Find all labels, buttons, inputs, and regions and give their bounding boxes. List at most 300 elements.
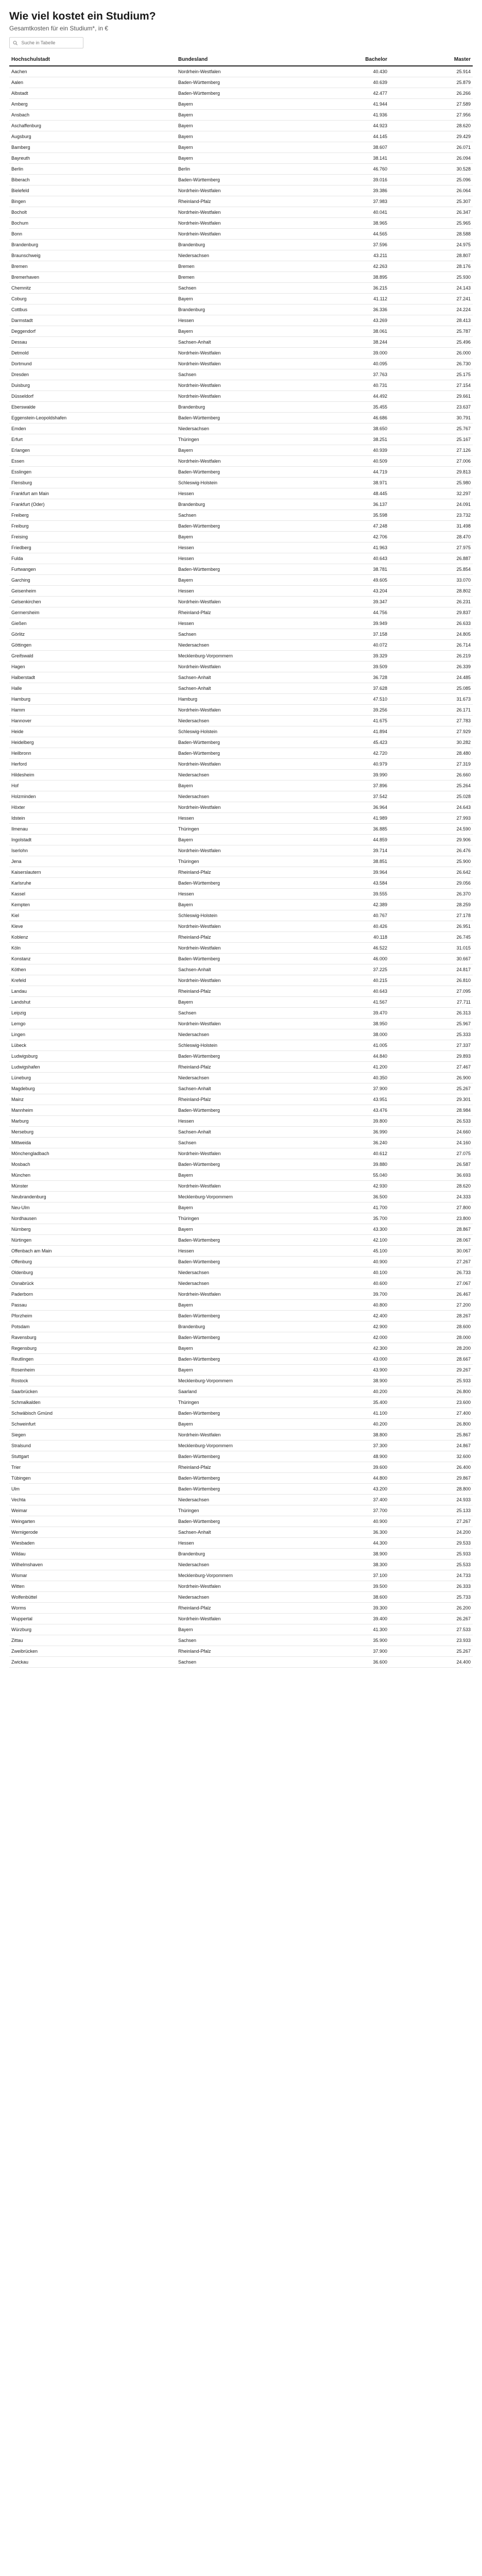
cell-city: Worms xyxy=(9,1603,176,1614)
cell-city: Mainz xyxy=(9,1094,176,1105)
cell-master: 26.800 xyxy=(389,1386,473,1397)
cell-city: Braunschweig xyxy=(9,250,176,261)
cell-master: 29.837 xyxy=(389,607,473,618)
cell-master: 28.000 xyxy=(389,1332,473,1343)
table-row xyxy=(9,1159,473,1170)
cell-bachelor: 40.900 xyxy=(306,1257,389,1267)
table-row xyxy=(9,1592,473,1603)
cell-bachelor: 45.100 xyxy=(306,1246,389,1257)
cell-master: 25.333 xyxy=(389,1029,473,1040)
cell-state: Brandenburg xyxy=(176,402,306,413)
cell-bachelor: 38.781 xyxy=(306,564,389,575)
cell-state: Niedersachsen xyxy=(176,250,306,261)
cell-state: Bayern xyxy=(176,1365,306,1376)
cell-bachelor: 44.145 xyxy=(306,131,389,142)
table-row xyxy=(9,553,473,564)
cell-city: Geisenheim xyxy=(9,586,176,597)
table-row xyxy=(9,77,473,88)
cell-city: Coburg xyxy=(9,294,176,304)
cell-master: 24.224 xyxy=(389,304,473,315)
cell-bachelor: 37.900 xyxy=(306,1083,389,1094)
cell-master: 26.347 xyxy=(389,207,473,218)
cell-bachelor: 37.158 xyxy=(306,629,389,640)
cell-state: Sachsen-Anhalt xyxy=(176,672,306,683)
cell-master: 28.470 xyxy=(389,532,473,543)
table-row xyxy=(9,250,473,261)
cell-master: 29.867 xyxy=(389,1473,473,1484)
cell-bachelor: 38.971 xyxy=(306,478,389,488)
table-row xyxy=(9,845,473,856)
cell-city: Zwickau xyxy=(9,1657,176,1668)
cell-bachelor: 48.900 xyxy=(306,1451,389,1462)
cell-master: 24.975 xyxy=(389,240,473,250)
table-row xyxy=(9,1505,473,1516)
table-row xyxy=(9,521,473,532)
table-row xyxy=(9,997,473,1008)
cell-city: Aalen xyxy=(9,77,176,88)
cell-city: Marburg xyxy=(9,1116,176,1127)
cell-city: Wolfenbüttel xyxy=(9,1592,176,1603)
cell-city: Wuppertal xyxy=(9,1614,176,1624)
cell-master: 31.673 xyxy=(389,694,473,705)
cell-master: 28.867 xyxy=(389,1224,473,1235)
cell-city: Rostock xyxy=(9,1376,176,1386)
cell-city: Dessau xyxy=(9,337,176,348)
cell-state: Rheinland-Pfalz xyxy=(176,1646,306,1657)
cell-bachelor: 36.600 xyxy=(306,1657,389,1668)
cell-state: Thüringen xyxy=(176,1505,306,1516)
data-table xyxy=(9,55,473,1668)
cell-state: Bayern xyxy=(176,294,306,304)
cell-state: Hessen xyxy=(176,543,306,553)
table-row xyxy=(9,1624,473,1635)
cell-city: Saarbrücken xyxy=(9,1386,176,1397)
cell-master: 26.951 xyxy=(389,921,473,932)
cell-state: Bayern xyxy=(176,1224,306,1235)
cell-master: 27.267 xyxy=(389,1257,473,1267)
column-header-city[interactable]: Hochschulstadt xyxy=(9,55,176,66)
cell-master: 26.900 xyxy=(389,1073,473,1083)
cell-bachelor: 55.040 xyxy=(306,1170,389,1181)
cell-master: 25.930 xyxy=(389,272,473,283)
cell-bachelor: 35.455 xyxy=(306,402,389,413)
cell-state: Nordrhein-Westfalen xyxy=(176,705,306,716)
cell-city: Brandenburg xyxy=(9,240,176,250)
table-row xyxy=(9,867,473,878)
cell-master: 25.267 xyxy=(389,1083,473,1094)
cell-city: Düsseldorf xyxy=(9,391,176,402)
cell-state: Baden-Württemberg xyxy=(176,564,306,575)
cell-master: 28.267 xyxy=(389,1311,473,1321)
cell-master: 24.805 xyxy=(389,629,473,640)
table-row xyxy=(9,1138,473,1148)
cell-state: Baden-Württemberg xyxy=(176,1332,306,1343)
cell-state: Niedersachsen xyxy=(176,1029,306,1040)
page-subtitle: Gesamtkosten für ein Studium*, in € xyxy=(9,25,109,32)
cell-bachelor: 36.500 xyxy=(306,1192,389,1202)
cell-bachelor: 40.430 xyxy=(306,66,389,77)
cell-master: 26.745 xyxy=(389,932,473,943)
table-row xyxy=(9,185,473,196)
table-row xyxy=(9,1192,473,1202)
cell-city: Neu-Ulm xyxy=(9,1202,176,1213)
cell-master: 27.956 xyxy=(389,110,473,121)
cell-state: Sachsen xyxy=(176,369,306,380)
table-row xyxy=(9,770,473,781)
cell-bachelor: 38.000 xyxy=(306,1029,389,1040)
cell-state: Sachsen-Anhalt xyxy=(176,683,306,694)
cell-master: 27.154 xyxy=(389,380,473,391)
cell-master: 26.370 xyxy=(389,889,473,900)
cell-city: Würzburg xyxy=(9,1624,176,1635)
cell-master: 28.413 xyxy=(389,315,473,326)
cell-master: 24.660 xyxy=(389,1127,473,1138)
cell-bachelor: 49.605 xyxy=(306,575,389,586)
cell-state: Nordrhein-Westfalen xyxy=(176,229,306,240)
cell-city: Offenbach am Main xyxy=(9,1246,176,1257)
cell-city: Eberswalde xyxy=(9,402,176,413)
cell-state: Baden-Württemberg xyxy=(176,1484,306,1495)
cell-bachelor: 40.639 xyxy=(306,77,389,88)
cell-master: 29.661 xyxy=(389,391,473,402)
table-row xyxy=(9,1516,473,1527)
cell-state: Baden-Württemberg xyxy=(176,737,306,748)
cell-city: Holzminden xyxy=(9,791,176,802)
search-input[interactable] xyxy=(20,40,80,46)
cell-bachelor: 35.598 xyxy=(306,510,389,521)
cell-master: 25.933 xyxy=(389,1376,473,1386)
cell-bachelor: 43.211 xyxy=(306,250,389,261)
cell-state: Hessen xyxy=(176,488,306,499)
cell-state: Nordrhein-Westfalen xyxy=(176,802,306,813)
cell-bachelor: 38.851 xyxy=(306,856,389,867)
cell-bachelor: 37.896 xyxy=(306,781,389,791)
cell-bachelor: 47.248 xyxy=(306,521,389,532)
cell-state: Nordrhein-Westfalen xyxy=(176,662,306,672)
cell-bachelor: 40.767 xyxy=(306,910,389,921)
cell-city: Schwäbisch Gmünd xyxy=(9,1408,176,1419)
table-row xyxy=(9,835,473,845)
cell-state: Baden-Württemberg xyxy=(176,175,306,185)
cell-master: 26.660 xyxy=(389,770,473,781)
cell-state: Sachsen-Anhalt xyxy=(176,337,306,348)
table-row xyxy=(9,975,473,986)
cell-state: Bremen xyxy=(176,272,306,283)
cell-city: Wilhelmshaven xyxy=(9,1560,176,1570)
cell-city: Zittau xyxy=(9,1635,176,1646)
cell-bachelor: 39.400 xyxy=(306,1614,389,1624)
cell-bachelor: 36.728 xyxy=(306,672,389,683)
cell-state: Nordrhein-Westfalen xyxy=(176,845,306,856)
cell-master: 30.067 xyxy=(389,1246,473,1257)
cell-master: 25.787 xyxy=(389,326,473,337)
table-row xyxy=(9,337,473,348)
table-row xyxy=(9,1462,473,1473)
cell-bachelor: 42.263 xyxy=(306,261,389,272)
cell-master: 25.096 xyxy=(389,175,473,185)
cell-state: Schleswig-Holstein xyxy=(176,478,306,488)
cell-state: Bayern xyxy=(176,1419,306,1430)
cell-city: Garching xyxy=(9,575,176,586)
cell-bachelor: 38.244 xyxy=(306,337,389,348)
cell-state: Niedersachsen xyxy=(176,1495,306,1505)
cell-city: Jena xyxy=(9,856,176,867)
column-header-state[interactable]: Bundesland xyxy=(176,55,306,66)
cell-city: Bocholt xyxy=(9,207,176,218)
cell-state: Sachsen-Anhalt xyxy=(176,1527,306,1538)
cell-bachelor: 37.300 xyxy=(306,1440,389,1451)
cell-city: Gießen xyxy=(9,618,176,629)
cell-state: Nordrhein-Westfalen xyxy=(176,456,306,467)
cell-state: Mecklenburg-Vorpommern xyxy=(176,651,306,662)
cell-master: 26.266 xyxy=(389,88,473,99)
cell-bachelor: 39.555 xyxy=(306,889,389,900)
cell-master: 28.807 xyxy=(389,250,473,261)
cell-city: Landshut xyxy=(9,997,176,1008)
cell-city: Potsdam xyxy=(9,1321,176,1332)
table-row xyxy=(9,1213,473,1224)
cell-state: Nordrhein-Westfalen xyxy=(176,218,306,229)
cell-master: 29.813 xyxy=(389,467,473,478)
cell-bachelor: 44.492 xyxy=(306,391,389,402)
search-icon xyxy=(13,40,18,46)
table-row xyxy=(9,1484,473,1495)
cell-master: 25.900 xyxy=(389,856,473,867)
cell-master: 27.533 xyxy=(389,1624,473,1635)
table-row xyxy=(9,910,473,921)
cell-bachelor: 39.016 xyxy=(306,175,389,185)
cell-city: Bonn xyxy=(9,229,176,240)
cell-state: Niedersachsen xyxy=(176,423,306,434)
cell-bachelor: 40.731 xyxy=(306,380,389,391)
cell-bachelor: 40.979 xyxy=(306,759,389,770)
cell-master: 24.590 xyxy=(389,824,473,835)
cell-state: Bayern xyxy=(176,142,306,153)
cell-state: Rheinland-Pfalz xyxy=(176,932,306,943)
cell-master: 26.000 xyxy=(389,348,473,359)
table-row xyxy=(9,1570,473,1581)
table-row xyxy=(9,304,473,315)
cell-city: Reutlingen xyxy=(9,1354,176,1365)
cell-state: Bayern xyxy=(176,99,306,110)
cell-city: Trier xyxy=(9,1462,176,1473)
table-row xyxy=(9,1354,473,1365)
cell-state: Baden-Württemberg xyxy=(176,1159,306,1170)
cell-bachelor: 38.895 xyxy=(306,272,389,283)
cell-state: Baden-Württemberg xyxy=(176,521,306,532)
search-box[interactable] xyxy=(9,37,83,48)
cell-master: 27.337 xyxy=(389,1040,473,1051)
cell-bachelor: 40.939 xyxy=(306,445,389,456)
cell-city: Dresden xyxy=(9,369,176,380)
cell-bachelor: 41.936 xyxy=(306,110,389,121)
cell-bachelor: 39.000 xyxy=(306,348,389,359)
cell-city: Amberg xyxy=(9,99,176,110)
cell-city: München xyxy=(9,1170,176,1181)
table-row xyxy=(9,921,473,932)
cell-master: 27.006 xyxy=(389,456,473,467)
cell-state: Hessen xyxy=(176,618,306,629)
table-row xyxy=(9,1581,473,1592)
cell-bachelor: 39.500 xyxy=(306,1581,389,1592)
cell-city: Deggendorf xyxy=(9,326,176,337)
cell-city: Kleve xyxy=(9,921,176,932)
cell-master: 23.732 xyxy=(389,510,473,521)
table-row xyxy=(9,726,473,737)
cell-master: 26.714 xyxy=(389,640,473,651)
cell-bachelor: 39.880 xyxy=(306,1159,389,1170)
table-row xyxy=(9,456,473,467)
cell-city: Ludwigshafen xyxy=(9,1062,176,1073)
cell-master: 25.175 xyxy=(389,369,473,380)
cell-state: Niedersachsen xyxy=(176,1267,306,1278)
cell-master: 27.929 xyxy=(389,726,473,737)
cell-city: Chemnitz xyxy=(9,283,176,294)
cell-master: 29.893 xyxy=(389,1051,473,1062)
cell-state: Berlin xyxy=(176,164,306,175)
cell-city: Mosbach xyxy=(9,1159,176,1170)
table-row xyxy=(9,261,473,272)
cell-master: 23.933 xyxy=(389,1635,473,1646)
cell-master: 28.480 xyxy=(389,748,473,759)
cell-bachelor: 38.061 xyxy=(306,326,389,337)
cell-state: Nordrhein-Westfalen xyxy=(176,759,306,770)
table-row xyxy=(9,207,473,218)
cell-bachelor: 40.095 xyxy=(306,359,389,369)
cell-city: Schmalkalden xyxy=(9,1397,176,1408)
cell-state: Baden-Württemberg xyxy=(176,748,306,759)
table-row xyxy=(9,1267,473,1278)
table-row xyxy=(9,1603,473,1614)
table-row xyxy=(9,1062,473,1073)
cell-master: 26.267 xyxy=(389,1614,473,1624)
cell-bachelor: 40.900 xyxy=(306,1516,389,1527)
cell-city: Lübeck xyxy=(9,1040,176,1051)
cell-master: 36.693 xyxy=(389,1170,473,1181)
cell-city: Hildesheim xyxy=(9,770,176,781)
table-row xyxy=(9,1657,473,1668)
cell-city: Freising xyxy=(9,532,176,543)
cell-state: Saarland xyxy=(176,1386,306,1397)
column-header-bachelor[interactable]: Bachelor xyxy=(306,55,389,66)
cell-bachelor: 38.141 xyxy=(306,153,389,164)
cell-state: Baden-Württemberg xyxy=(176,1354,306,1365)
table-row xyxy=(9,1116,473,1127)
cell-bachelor: 39.800 xyxy=(306,1116,389,1127)
cell-city: Darmstadt xyxy=(9,315,176,326)
cell-state: Thüringen xyxy=(176,1213,306,1224)
cell-bachelor: 43.000 xyxy=(306,1354,389,1365)
cell-city: Friedberg xyxy=(9,543,176,553)
cell-state: Hessen xyxy=(176,586,306,597)
cell-bachelor: 42.706 xyxy=(306,532,389,543)
cell-master: 26.339 xyxy=(389,662,473,672)
table-row xyxy=(9,1083,473,1094)
table-row xyxy=(9,607,473,618)
cell-master: 26.810 xyxy=(389,975,473,986)
cell-bachelor: 44.840 xyxy=(306,1051,389,1062)
cell-state: Nordrhein-Westfalen xyxy=(176,185,306,196)
table-row xyxy=(9,423,473,434)
cell-city: Köthen xyxy=(9,964,176,975)
cell-bachelor: 37.983 xyxy=(306,196,389,207)
cell-state: Sachsen xyxy=(176,629,306,640)
cell-city: Weimar xyxy=(9,1505,176,1516)
cell-master: 28.667 xyxy=(389,1354,473,1365)
cell-state: Bayern xyxy=(176,900,306,910)
cell-state: Thüringen xyxy=(176,824,306,835)
table-row xyxy=(9,1419,473,1430)
table-row xyxy=(9,240,473,250)
cell-bachelor: 40.118 xyxy=(306,932,389,943)
cell-bachelor: 42.300 xyxy=(306,1343,389,1354)
table-row xyxy=(9,164,473,175)
cell-state: Hessen xyxy=(176,889,306,900)
cell-bachelor: 43.300 xyxy=(306,1224,389,1235)
table-row xyxy=(9,1300,473,1311)
cell-master: 31.498 xyxy=(389,521,473,532)
table-row xyxy=(9,716,473,726)
cell-state: Hessen xyxy=(176,315,306,326)
table-row xyxy=(9,802,473,813)
cell-master: 24.400 xyxy=(389,1657,473,1668)
cell-state: Mecklenburg-Vorpommern xyxy=(176,1192,306,1202)
cell-city: Heidelberg xyxy=(9,737,176,748)
table-header-row xyxy=(9,55,473,66)
table-row xyxy=(9,824,473,835)
cell-city: Tübingen xyxy=(9,1473,176,1484)
cell-bachelor: 40.350 xyxy=(306,1073,389,1083)
cell-master: 26.094 xyxy=(389,153,473,164)
table-row xyxy=(9,1365,473,1376)
cell-city: Kempten xyxy=(9,900,176,910)
cell-bachelor: 42.720 xyxy=(306,748,389,759)
cell-city: Heilbronn xyxy=(9,748,176,759)
cell-state: Baden-Württemberg xyxy=(176,1408,306,1419)
cell-city: Cottbus xyxy=(9,304,176,315)
cell-bachelor: 46.522 xyxy=(306,943,389,954)
cell-master: 27.800 xyxy=(389,1202,473,1213)
table-row xyxy=(9,1495,473,1505)
cell-bachelor: 36.964 xyxy=(306,802,389,813)
table-row xyxy=(9,196,473,207)
table-row xyxy=(9,737,473,748)
cell-city: Münster xyxy=(9,1181,176,1192)
cell-city: Ilmenau xyxy=(9,824,176,835)
cell-state: Bayern xyxy=(176,835,306,845)
cell-master: 26.171 xyxy=(389,705,473,716)
table-row xyxy=(9,1408,473,1419)
cell-master: 28.067 xyxy=(389,1235,473,1246)
cell-master: 25.914 xyxy=(389,66,473,77)
cell-state: Nordrhein-Westfalen xyxy=(176,66,306,77)
cell-city: Ulm xyxy=(9,1484,176,1495)
cell-bachelor: 38.950 xyxy=(306,1019,389,1029)
table-row xyxy=(9,488,473,499)
cell-city: Bremerhaven xyxy=(9,272,176,283)
table-row xyxy=(9,1321,473,1332)
cell-city: Furtwangen xyxy=(9,564,176,575)
cell-master: 28.176 xyxy=(389,261,473,272)
cell-master: 28.588 xyxy=(389,229,473,240)
table-row xyxy=(9,1397,473,1408)
cell-master: 28.802 xyxy=(389,586,473,597)
column-header-master[interactable]: Master xyxy=(389,55,473,66)
table-row xyxy=(9,759,473,770)
cell-city: Esslingen xyxy=(9,467,176,478)
cell-bachelor: 38.965 xyxy=(306,218,389,229)
cell-city: Mönchengladbach xyxy=(9,1148,176,1159)
